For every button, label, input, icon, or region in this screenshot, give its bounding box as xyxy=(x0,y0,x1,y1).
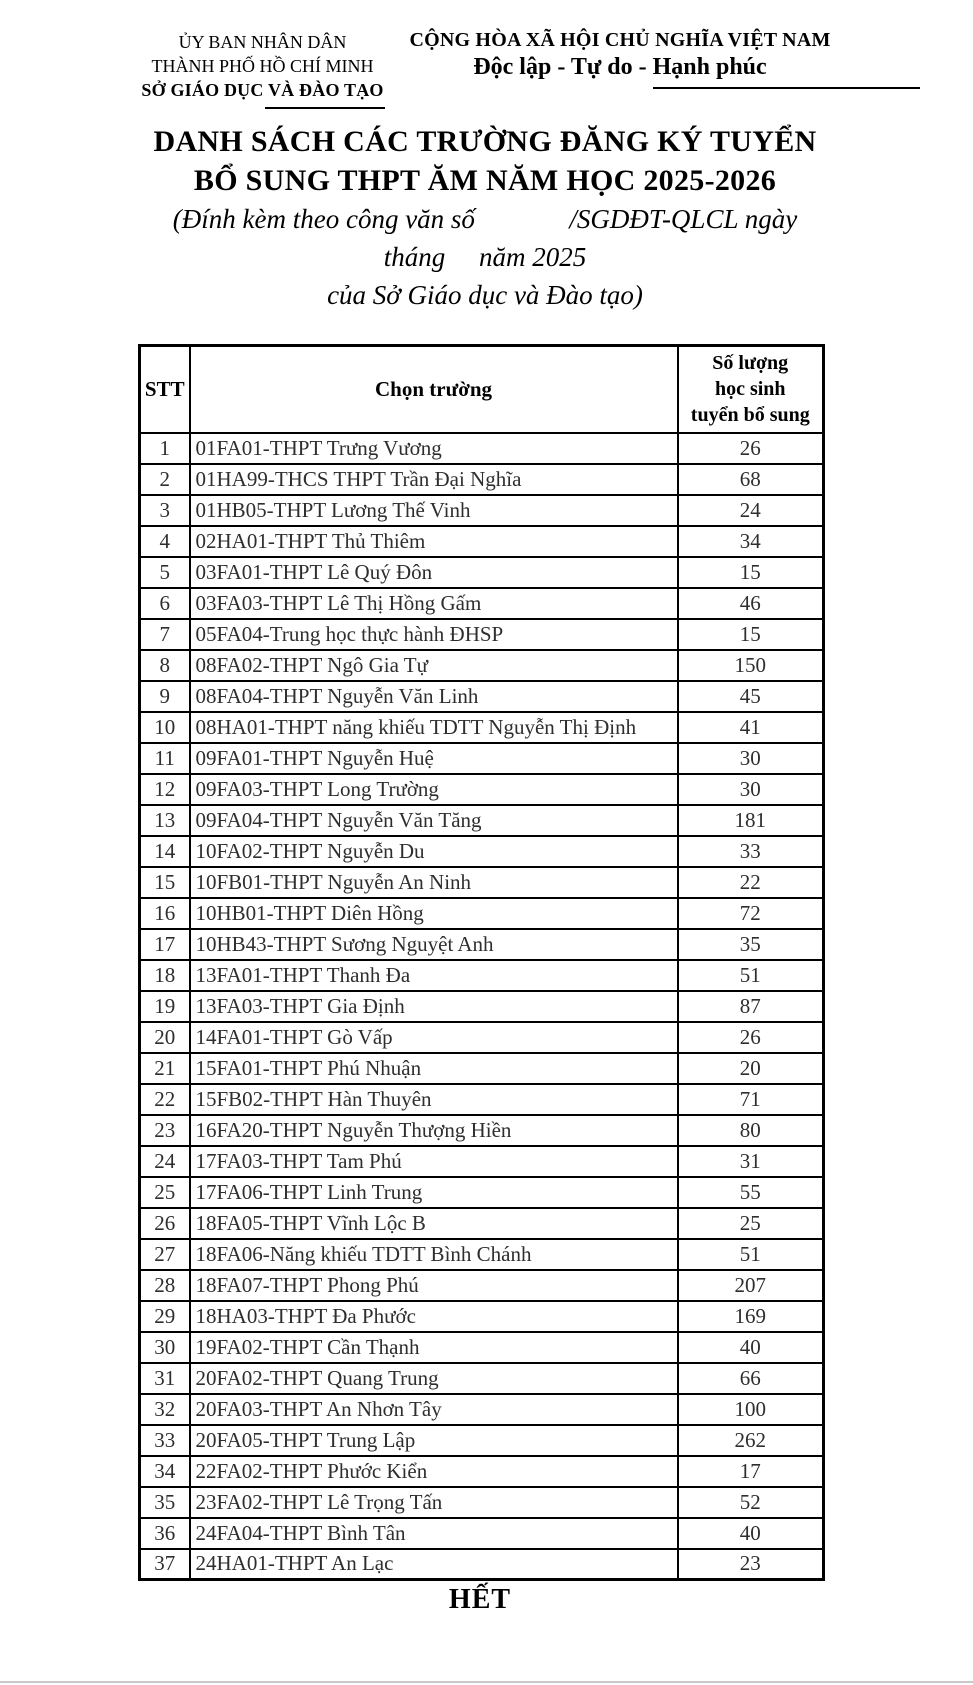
document-subtitle-line-2: tháng năm 2025 xyxy=(383,242,587,272)
row-index-cell: 20 xyxy=(140,1022,190,1053)
student-count-cell: 169 xyxy=(678,1301,824,1332)
table-row xyxy=(140,1425,824,1456)
school-name-cell: 09FA04-THPT Nguyễn Văn Tăng xyxy=(190,805,678,836)
row-index-cell: 7 xyxy=(140,619,190,650)
school-name-cell: 16FA20-THPT Nguyễn Thượng Hiền xyxy=(190,1115,678,1146)
table-row xyxy=(140,1332,824,1363)
row-index-cell: 17 xyxy=(140,929,190,960)
table-row xyxy=(140,836,824,867)
row-index-cell: 26 xyxy=(140,1208,190,1239)
school-name-cell: 15FA01-THPT Phú Nhuận xyxy=(190,1053,678,1084)
row-index-cell: 13 xyxy=(140,805,190,836)
school-name-cell: 10HB43-THPT Sương Nguyệt Anh xyxy=(190,929,678,960)
school-name-cell: 24FA04-THPT Bình Tân xyxy=(190,1518,678,1549)
table-row xyxy=(140,960,824,991)
table-row xyxy=(140,1022,824,1053)
document-title-block xyxy=(45,122,925,314)
row-index-cell: 18 xyxy=(140,960,190,991)
school-name-cell: 20FA03-THPT An Nhơn Tây xyxy=(190,1394,678,1425)
student-count-cell: 17 xyxy=(678,1456,824,1487)
school-name-cell: 20FA02-THPT Quang Trung xyxy=(190,1363,678,1394)
table-row xyxy=(140,1115,824,1146)
school-name-cell: 10FA02-THPT Nguyễn Du xyxy=(190,836,678,867)
org-department-name: SỞ GIÁO DỤC VÀ ĐÀO TẠO xyxy=(141,80,384,100)
national-motto-underline xyxy=(653,87,920,89)
table-row xyxy=(140,805,824,836)
table-row xyxy=(140,991,824,1022)
org-city-name: THÀNH PHỐ HỒ CHÍ MINH xyxy=(151,56,374,76)
row-index-cell: 8 xyxy=(140,650,190,681)
end-of-document-label: HẾT xyxy=(448,1584,512,1615)
table-row xyxy=(140,898,824,929)
student-count-cell: 31 xyxy=(678,1146,824,1177)
student-count-cell: 20 xyxy=(678,1053,824,1084)
school-name-cell: 08FA02-THPT Ngô Gia Tự xyxy=(190,650,678,681)
student-count-cell: 30 xyxy=(678,774,824,805)
table-row xyxy=(140,1177,824,1208)
row-index-cell: 6 xyxy=(140,588,190,619)
row-index-cell: 29 xyxy=(140,1301,190,1332)
student-count-cell: 23 xyxy=(678,1549,824,1580)
table-row xyxy=(140,1301,824,1332)
issuing-org-block xyxy=(115,30,410,102)
header-cell-stt: STT xyxy=(140,346,190,433)
national-header-block xyxy=(400,28,840,82)
student-count-cell: 80 xyxy=(678,1115,824,1146)
header-count-line-1: Số lượng xyxy=(712,352,789,375)
student-count-cell: 26 xyxy=(678,1022,824,1053)
row-index-cell: 28 xyxy=(140,1270,190,1301)
school-name-cell: 10FB01-THPT Nguyễn An Ninh xyxy=(190,867,678,898)
document-subtitle-line-3: của Sở Giáo dục và Đào tạo) xyxy=(327,280,643,310)
scan-bottom-edge xyxy=(0,1681,973,1683)
table-row xyxy=(140,464,824,495)
student-count-cell: 52 xyxy=(678,1487,824,1518)
table-row xyxy=(140,433,824,464)
table-row xyxy=(140,867,824,898)
row-index-cell: 27 xyxy=(140,1239,190,1270)
table-row xyxy=(140,1394,824,1425)
table-row xyxy=(140,588,824,619)
school-name-cell: 18HA03-THPT Đa Phước xyxy=(190,1301,678,1332)
row-index-cell: 31 xyxy=(140,1363,190,1394)
row-index-cell: 16 xyxy=(140,898,190,929)
row-index-cell: 36 xyxy=(140,1518,190,1549)
school-table-head xyxy=(140,346,824,433)
row-index-cell: 4 xyxy=(140,526,190,557)
table-row xyxy=(140,929,824,960)
school-name-cell: 24HA01-THPT An Lạc xyxy=(190,1549,678,1580)
header-count-line-3: tuyển bổ sung xyxy=(690,404,810,427)
table-row xyxy=(140,774,824,805)
student-count-cell: 34 xyxy=(678,526,824,557)
row-index-cell: 23 xyxy=(140,1115,190,1146)
header-row xyxy=(140,346,824,433)
row-index-cell: 30 xyxy=(140,1332,190,1363)
school-name-cell: 03FA01-THPT Lê Quý Đôn xyxy=(190,557,678,588)
student-count-cell: 55 xyxy=(678,1177,824,1208)
school-name-cell: 14FA01-THPT Gò Vấp xyxy=(190,1022,678,1053)
school-name-cell: 15FB02-THPT Hàn Thuyên xyxy=(190,1084,678,1115)
student-count-cell: 66 xyxy=(678,1363,824,1394)
student-count-cell: 150 xyxy=(678,650,824,681)
table-row xyxy=(140,650,824,681)
table-row xyxy=(140,1208,824,1239)
table-row xyxy=(140,526,824,557)
school-name-cell: 10HB01-THPT Diên Hồng xyxy=(190,898,678,929)
header-cell-count xyxy=(678,346,824,433)
school-name-cell: 08HA01-THPT năng khiếu TDTT Nguyễn Thị Định xyxy=(190,712,678,743)
org-underline xyxy=(265,107,385,109)
national-motto: Độc lập - Tự do - Hạnh phúc xyxy=(473,54,767,80)
table-row xyxy=(140,712,824,743)
document-title-line-2: BỔ SUNG THPT ĂM NĂM HỌC 2025-2026 xyxy=(193,164,777,197)
student-count-cell: 22 xyxy=(678,867,824,898)
school-name-cell: 02HA01-THPT Thủ Thiêm xyxy=(190,526,678,557)
row-index-cell: 32 xyxy=(140,1394,190,1425)
table-row xyxy=(140,1270,824,1301)
table-row xyxy=(140,1363,824,1394)
student-count-cell: 51 xyxy=(678,960,824,991)
student-count-cell: 46 xyxy=(678,588,824,619)
header-count-line-2: học sinh xyxy=(714,378,786,401)
row-index-cell: 37 xyxy=(140,1549,190,1580)
table-row xyxy=(140,1487,824,1518)
school-name-cell: 18FA05-THPT Vĩnh Lộc B xyxy=(190,1208,678,1239)
school-name-cell: 13FA03-THPT Gia Định xyxy=(190,991,678,1022)
header-cell-school: Chọn trường xyxy=(190,346,678,433)
table-row xyxy=(140,1239,824,1270)
student-count-cell: 25 xyxy=(678,1208,824,1239)
student-count-cell: 41 xyxy=(678,712,824,743)
school-name-cell: 03FA03-THPT Lê Thị Hồng Gấm xyxy=(190,588,678,619)
school-name-cell: 08FA04-THPT Nguyễn Văn Linh xyxy=(190,681,678,712)
row-index-cell: 15 xyxy=(140,867,190,898)
row-index-cell: 33 xyxy=(140,1425,190,1456)
school-name-cell: 20FA05-THPT Trung Lập xyxy=(190,1425,678,1456)
student-count-cell: 30 xyxy=(678,743,824,774)
row-index-cell: 25 xyxy=(140,1177,190,1208)
document-subtitle-line-1: (Đính kèm theo công văn số /SGDĐT-QLCL ngày xyxy=(172,204,798,234)
row-index-cell: 24 xyxy=(140,1146,190,1177)
table-row xyxy=(140,1084,824,1115)
school-name-cell: 01FA01-THPT Trưng Vương xyxy=(190,433,678,464)
row-index-cell: 22 xyxy=(140,1084,190,1115)
student-count-cell: 71 xyxy=(678,1084,824,1115)
school-name-cell: 05FA04-Trung học thực hành ĐHSP xyxy=(190,619,678,650)
school-name-cell: 23FA02-THPT Lê Trọng Tấn xyxy=(190,1487,678,1518)
student-count-cell: 87 xyxy=(678,991,824,1022)
student-count-cell: 35 xyxy=(678,929,824,960)
school-name-cell: 22FA02-THPT Phước Kiển xyxy=(190,1456,678,1487)
row-index-cell: 11 xyxy=(140,743,190,774)
row-index-cell: 5 xyxy=(140,557,190,588)
student-count-cell: 33 xyxy=(678,836,824,867)
student-count-cell: 15 xyxy=(678,557,824,588)
row-index-cell: 12 xyxy=(140,774,190,805)
row-index-cell: 19 xyxy=(140,991,190,1022)
table-row xyxy=(140,619,824,650)
row-index-cell: 3 xyxy=(140,495,190,526)
school-name-cell: 19FA02-THPT Cần Thạnh xyxy=(190,1332,678,1363)
table-row xyxy=(140,1549,824,1580)
table-row xyxy=(140,1518,824,1549)
school-name-cell: 01HA99-THCS THPT Trần Đại Nghĩa xyxy=(190,464,678,495)
table-row xyxy=(140,557,824,588)
school-name-cell: 01HB05-THPT Lương Thế Vinh xyxy=(190,495,678,526)
student-count-cell: 45 xyxy=(678,681,824,712)
org-parent-name: ỦY BAN NHÂN DÂN xyxy=(178,32,347,52)
student-count-cell: 72 xyxy=(678,898,824,929)
table-row xyxy=(140,1146,824,1177)
student-count-cell: 24 xyxy=(678,495,824,526)
row-index-cell: 9 xyxy=(140,681,190,712)
table-row xyxy=(140,743,824,774)
row-index-cell: 10 xyxy=(140,712,190,743)
student-count-cell: 15 xyxy=(678,619,824,650)
table-row xyxy=(140,1456,824,1487)
school-name-cell: 18FA06-Năng khiếu TDTT Bình Chánh xyxy=(190,1239,678,1270)
school-table-body xyxy=(140,433,824,1580)
student-count-cell: 26 xyxy=(678,433,824,464)
student-count-cell: 51 xyxy=(678,1239,824,1270)
school-list-table xyxy=(138,344,825,1581)
student-count-cell: 68 xyxy=(678,464,824,495)
row-index-cell: 1 xyxy=(140,433,190,464)
school-name-cell: 17FA06-THPT Linh Trung xyxy=(190,1177,678,1208)
student-count-cell: 40 xyxy=(678,1518,824,1549)
national-title: CỘNG HÒA XÃ HỘI CHỦ NGHĨA VIỆT NAM xyxy=(409,29,831,51)
school-name-cell: 18FA07-THPT Phong Phú xyxy=(190,1270,678,1301)
student-count-cell: 40 xyxy=(678,1332,824,1363)
table-row xyxy=(140,681,824,712)
student-count-cell: 207 xyxy=(678,1270,824,1301)
school-name-cell: 17FA03-THPT Tam Phú xyxy=(190,1146,678,1177)
student-count-cell: 100 xyxy=(678,1394,824,1425)
school-name-cell: 09FA01-THPT Nguyễn Huệ xyxy=(190,743,678,774)
table-row xyxy=(140,495,824,526)
row-index-cell: 14 xyxy=(140,836,190,867)
school-name-cell: 13FA01-THPT Thanh Đa xyxy=(190,960,678,991)
student-count-cell: 262 xyxy=(678,1425,824,1456)
row-index-cell: 21 xyxy=(140,1053,190,1084)
school-name-cell: 09FA03-THPT Long Trường xyxy=(190,774,678,805)
student-count-cell: 181 xyxy=(678,805,824,836)
document-title-line-1: DANH SÁCH CÁC TRƯỜNG ĐĂNG KÝ TUYỂN xyxy=(153,125,817,158)
table-row xyxy=(140,1053,824,1084)
row-index-cell: 2 xyxy=(140,464,190,495)
row-index-cell: 35 xyxy=(140,1487,190,1518)
row-index-cell: 34 xyxy=(140,1456,190,1487)
